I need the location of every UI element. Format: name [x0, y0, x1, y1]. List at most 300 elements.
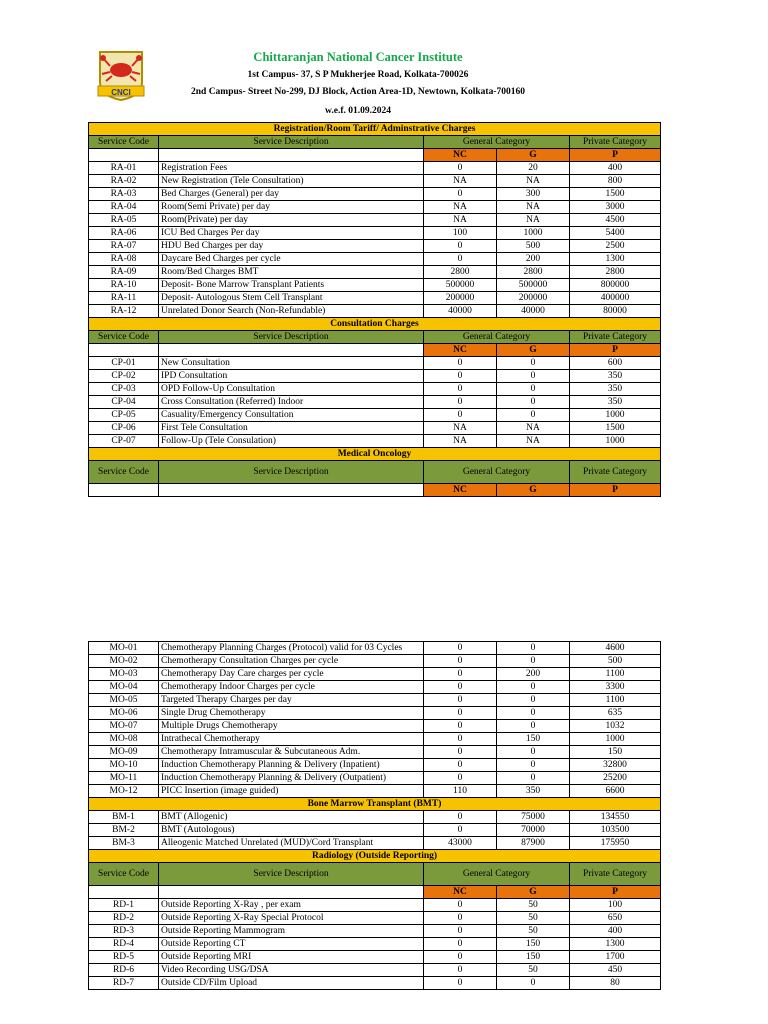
table-row: [89, 201, 661, 214]
col-p: P: [570, 149, 661, 162]
g-value-cell: 50: [497, 925, 570, 938]
g-value-cell: NA: [497, 435, 570, 448]
table-row: [89, 396, 661, 409]
p-value-cell: 1000: [570, 409, 661, 422]
service-description-cell: Outside Reporting MRI: [159, 951, 424, 964]
col-general-category: General Category: [424, 136, 570, 149]
table-row: [89, 964, 661, 977]
g-value-cell: NA: [497, 201, 570, 214]
subheader-row: [89, 149, 661, 162]
nc-value-cell: 40000: [424, 305, 497, 318]
service-code-cell: RA-08: [89, 253, 159, 266]
service-code-cell: MO-08: [89, 733, 159, 746]
service-description-cell: Induction Chemotherapy Planning & Delivery (Inpatient): [159, 759, 424, 772]
nc-value-cell: NA: [424, 214, 497, 227]
nc-value-cell: NA: [424, 175, 497, 188]
table-row: [89, 422, 661, 435]
p-value-cell: 32800: [570, 759, 661, 772]
service-code-cell: MO-11: [89, 772, 159, 785]
blank-cell: [159, 484, 424, 497]
table-row: [89, 707, 661, 720]
column-header-row: [89, 136, 661, 149]
p-value-cell: 1500: [570, 422, 661, 435]
p-value-cell: 400: [570, 925, 661, 938]
g-value-cell: 0: [497, 772, 570, 785]
service-code-cell: CP-07: [89, 435, 159, 448]
service-code-cell: RD-3: [89, 925, 159, 938]
col-service-code: Service Code: [89, 863, 159, 886]
service-description-cell: Chemotherapy Indoor Charges per cycle: [159, 681, 424, 694]
nc-value-cell: 0: [424, 357, 497, 370]
table-row: [89, 668, 661, 681]
nc-value-cell: 0: [424, 707, 497, 720]
service-code-cell: RD-7: [89, 977, 159, 990]
table-row: [89, 912, 661, 925]
g-value-cell: 2800: [497, 266, 570, 279]
service-description-cell: Outside Reporting CT: [159, 938, 424, 951]
table-row: [89, 824, 661, 837]
p-value-cell: 80: [570, 977, 661, 990]
g-value-cell: 150: [497, 938, 570, 951]
table-row: [89, 292, 661, 305]
g-value-cell: 0: [497, 409, 570, 422]
g-value-cell: 50: [497, 912, 570, 925]
logo-text: CNCI: [111, 88, 131, 97]
blank-cell: [89, 344, 159, 357]
nc-value-cell: 200000: [424, 292, 497, 305]
p-value-cell: 5400: [570, 227, 661, 240]
service-description-cell: Video Recording USG/DSA: [159, 964, 424, 977]
p-value-cell: 350: [570, 383, 661, 396]
p-value-cell: 4600: [570, 642, 661, 655]
g-value-cell: 40000: [497, 305, 570, 318]
service-description-cell: Outside Reporting X-Ray , per exam: [159, 899, 424, 912]
table-row: [89, 811, 661, 824]
g-value-cell: 50: [497, 964, 570, 977]
section-title: Radiology (Outside Reporting): [89, 850, 661, 863]
g-value-cell: 200000: [497, 292, 570, 305]
col-nc: NC: [424, 149, 497, 162]
service-code-cell: MO-01: [89, 642, 159, 655]
section-header-medical-oncology: [89, 448, 661, 461]
table-row: [89, 435, 661, 448]
p-value-cell: 1100: [570, 694, 661, 707]
table-row: [89, 253, 661, 266]
column-header-row: [89, 461, 661, 484]
subheader-row: [89, 484, 661, 497]
service-description-cell: Targeted Therapy Charges per day: [159, 694, 424, 707]
service-code-cell: BM-1: [89, 811, 159, 824]
tariff-table-page-1: [88, 122, 661, 497]
table-row: [89, 305, 661, 318]
p-value-cell: 1000: [570, 733, 661, 746]
table-row: [89, 188, 661, 201]
p-value-cell: 4500: [570, 214, 661, 227]
service-code-cell: RA-12: [89, 305, 159, 318]
service-description-cell: OPD Follow-Up Consultation: [159, 383, 424, 396]
col-service-description: Service Description: [159, 331, 424, 344]
table-row: [89, 899, 661, 912]
blank-cell: [89, 149, 159, 162]
g-value-cell: 0: [497, 396, 570, 409]
blank-cell: [159, 886, 424, 899]
service-description-cell: HDU Bed Charges per day: [159, 240, 424, 253]
nc-value-cell: 0: [424, 162, 497, 175]
service-code-cell: RD-2: [89, 912, 159, 925]
table-row: [89, 772, 661, 785]
table-row: [89, 227, 661, 240]
nc-value-cell: 0: [424, 759, 497, 772]
col-nc: NC: [424, 484, 497, 497]
service-description-cell: Intrathecal Chemotherapy: [159, 733, 424, 746]
nc-value-cell: 0: [424, 824, 497, 837]
p-value-cell: 134550: [570, 811, 661, 824]
nc-value-cell: 0: [424, 938, 497, 951]
section-header-bmt: [89, 798, 661, 811]
nc-value-cell: 0: [424, 951, 497, 964]
col-private-category: Private Category: [570, 863, 661, 886]
col-service-description: Service Description: [159, 136, 424, 149]
nc-value-cell: 0: [424, 240, 497, 253]
blank-cell: [89, 484, 159, 497]
table-row: [89, 642, 661, 655]
column-header-row: [89, 331, 661, 344]
table-row: [89, 785, 661, 798]
service-description-cell: Alleogenic Matched Unrelated (MUD)/Cord Transplant: [159, 837, 424, 850]
g-value-cell: 70000: [497, 824, 570, 837]
table-row: [89, 162, 661, 175]
nc-value-cell: 43000: [424, 837, 497, 850]
service-description-cell: ICU Bed Charges Per day: [159, 227, 424, 240]
nc-value-cell: 500000: [424, 279, 497, 292]
service-description-cell: Cross Consultation (Referred) Indoor: [159, 396, 424, 409]
nc-value-cell: 0: [424, 746, 497, 759]
service-description-cell: Outside Reporting Mammogram: [159, 925, 424, 938]
p-value-cell: 1300: [570, 938, 661, 951]
col-private-category: Private Category: [570, 461, 661, 484]
service-description-cell: New Registration (Tele Consultation): [159, 175, 424, 188]
service-description-cell: Bed Charges (General) per day: [159, 188, 424, 201]
service-code-cell: RA-05: [89, 214, 159, 227]
g-value-cell: 350: [497, 785, 570, 798]
service-code-cell: RA-06: [89, 227, 159, 240]
p-value-cell: 450: [570, 964, 661, 977]
nc-value-cell: 0: [424, 694, 497, 707]
service-description-cell: Single Drug Chemotherapy: [159, 707, 424, 720]
nc-value-cell: 0: [424, 370, 497, 383]
service-code-cell: RD-1: [89, 899, 159, 912]
g-value-cell: NA: [497, 422, 570, 435]
p-value-cell: 150: [570, 746, 661, 759]
service-code-cell: RA-03: [89, 188, 159, 201]
service-description-cell: Casuality/Emergency Consultation: [159, 409, 424, 422]
nc-value-cell: 0: [424, 733, 497, 746]
service-code-cell: MO-05: [89, 694, 159, 707]
g-value-cell: 0: [497, 977, 570, 990]
service-code-cell: RA-10: [89, 279, 159, 292]
p-value-cell: 103500: [570, 824, 661, 837]
g-value-cell: 200: [497, 253, 570, 266]
col-nc: NC: [424, 344, 497, 357]
nc-value-cell: 0: [424, 655, 497, 668]
p-value-cell: 2800: [570, 266, 661, 279]
p-value-cell: 175950: [570, 837, 661, 850]
service-code-cell: CP-06: [89, 422, 159, 435]
col-service-description: Service Description: [159, 863, 424, 886]
table-row: [89, 357, 661, 370]
service-description-cell: Room(Private) per day: [159, 214, 424, 227]
service-code-cell: RA-04: [89, 201, 159, 214]
service-description-cell: Chemotherapy Consultation Charges per cycle: [159, 655, 424, 668]
col-general-category: General Category: [424, 461, 570, 484]
nc-value-cell: 0: [424, 772, 497, 785]
nc-value-cell: 0: [424, 668, 497, 681]
service-code-cell: RA-11: [89, 292, 159, 305]
nc-value-cell: 0: [424, 383, 497, 396]
col-service-code: Service Code: [89, 331, 159, 344]
p-value-cell: 400000: [570, 292, 661, 305]
blank-cell: [159, 344, 424, 357]
nc-value-cell: 0: [424, 188, 497, 201]
g-value-cell: 0: [497, 357, 570, 370]
p-value-cell: 3300: [570, 681, 661, 694]
service-code-cell: MO-04: [89, 681, 159, 694]
table-row: [89, 383, 661, 396]
tariff-table-page-2: [88, 641, 661, 990]
institute-title: Chittaranjan National Cancer Institute: [253, 50, 463, 64]
service-code-cell: RD-5: [89, 951, 159, 964]
table-row: [89, 240, 661, 253]
table-row: [89, 759, 661, 772]
section-title: Registration/Room Tariff/ Adminstrative Charges: [89, 123, 661, 136]
p-value-cell: 635: [570, 707, 661, 720]
col-g: G: [497, 344, 570, 357]
col-p: P: [570, 484, 661, 497]
nc-value-cell: NA: [424, 422, 497, 435]
section-header-radiology: [89, 850, 661, 863]
p-value-cell: 350: [570, 370, 661, 383]
table-row: [89, 837, 661, 850]
col-p: P: [570, 344, 661, 357]
g-value-cell: 0: [497, 707, 570, 720]
service-code-cell: MO-10: [89, 759, 159, 772]
section-header-registration: [89, 123, 661, 136]
g-value-cell: 0: [497, 370, 570, 383]
table-row: [89, 951, 661, 964]
subheader-row: [89, 886, 661, 899]
p-value-cell: 1100: [570, 668, 661, 681]
p-value-cell: 1300: [570, 253, 661, 266]
service-code-cell: RD-4: [89, 938, 159, 951]
service-description-cell: Chemotherapy Intramuscular & Subcutaneous Adm.: [159, 746, 424, 759]
col-g: G: [497, 149, 570, 162]
service-code-cell: CP-03: [89, 383, 159, 396]
service-description-cell: Deposit- Autologous Stem Cell Transplant: [159, 292, 424, 305]
table-row: [89, 214, 661, 227]
g-value-cell: 0: [497, 642, 570, 655]
table-row: [89, 175, 661, 188]
table-row: [89, 409, 661, 422]
g-value-cell: 87900: [497, 837, 570, 850]
service-code-cell: RD-6: [89, 964, 159, 977]
nc-value-cell: 0: [424, 977, 497, 990]
service-code-cell: BM-2: [89, 824, 159, 837]
nc-value-cell: 0: [424, 964, 497, 977]
nc-value-cell: NA: [424, 201, 497, 214]
g-value-cell: 20: [497, 162, 570, 175]
section-header-consultation: [89, 318, 661, 331]
col-nc: NC: [424, 886, 497, 899]
nc-value-cell: 0: [424, 912, 497, 925]
subheader-row: [89, 344, 661, 357]
g-value-cell: 150: [497, 951, 570, 964]
table-row: [89, 694, 661, 707]
service-description-cell: Chemotherapy Day Care charges per cycle: [159, 668, 424, 681]
g-value-cell: 500: [497, 240, 570, 253]
nc-value-cell: 0: [424, 681, 497, 694]
column-header-row: [89, 863, 661, 886]
g-value-cell: 0: [497, 655, 570, 668]
service-code-cell: RA-07: [89, 240, 159, 253]
service-description-cell: BMT (Allogenic): [159, 811, 424, 824]
p-value-cell: 2500: [570, 240, 661, 253]
service-code-cell: RA-02: [89, 175, 159, 188]
g-value-cell: 200: [497, 668, 570, 681]
p-value-cell: 800: [570, 175, 661, 188]
effective-date: w.e.f. 01.09.2024: [325, 106, 391, 116]
g-value-cell: 500000: [497, 279, 570, 292]
service-description-cell: Daycare Bed Charges per cycle: [159, 253, 424, 266]
nc-value-cell: 110: [424, 785, 497, 798]
col-general-category: General Category: [424, 863, 570, 886]
service-code-cell: CP-04: [89, 396, 159, 409]
g-value-cell: 0: [497, 383, 570, 396]
col-general-category: General Category: [424, 331, 570, 344]
service-description-cell: Chemotherapy Planning Charges (Protocol) valid for 03 Cycles: [159, 642, 424, 655]
section-title: Consultation Charges: [89, 318, 661, 331]
p-value-cell: 1000: [570, 435, 661, 448]
service-description-cell: Outside CD/Film Upload: [159, 977, 424, 990]
section-title: Medical Oncology: [89, 448, 661, 461]
service-description-cell: Unrelated Donor Search (Non-Refundable): [159, 305, 424, 318]
g-value-cell: NA: [497, 214, 570, 227]
nc-value-cell: 0: [424, 925, 497, 938]
service-code-cell: MO-07: [89, 720, 159, 733]
service-code-cell: CP-02: [89, 370, 159, 383]
table-row: [89, 720, 661, 733]
nc-value-cell: 100: [424, 227, 497, 240]
g-value-cell: 0: [497, 694, 570, 707]
col-service-code: Service Code: [89, 461, 159, 484]
service-description-cell: New Consultation: [159, 357, 424, 370]
col-g: G: [497, 484, 570, 497]
table-row: [89, 681, 661, 694]
service-description-cell: Outside Reporting X-Ray Special Protocol: [159, 912, 424, 925]
nc-value-cell: 2800: [424, 266, 497, 279]
g-value-cell: 300: [497, 188, 570, 201]
p-value-cell: 350: [570, 396, 661, 409]
p-value-cell: 100: [570, 899, 661, 912]
table-row: [89, 925, 661, 938]
col-g: G: [497, 886, 570, 899]
service-code-cell: MO-09: [89, 746, 159, 759]
g-value-cell: 150: [497, 733, 570, 746]
g-value-cell: NA: [497, 175, 570, 188]
service-code-cell: CP-05: [89, 409, 159, 422]
col-service-description: Service Description: [159, 461, 424, 484]
g-value-cell: 75000: [497, 811, 570, 824]
service-description-cell: Multiple Drugs Chemotherapy: [159, 720, 424, 733]
table-row: [89, 266, 661, 279]
service-description-cell: Induction Chemotherapy Planning & Delivery (Outpatient): [159, 772, 424, 785]
service-code-cell: BM-3: [89, 837, 159, 850]
p-value-cell: 1700: [570, 951, 661, 964]
col-private-category: Private Category: [570, 136, 661, 149]
p-value-cell: 3000: [570, 201, 661, 214]
g-value-cell: 0: [497, 720, 570, 733]
p-value-cell: 80000: [570, 305, 661, 318]
col-private-category: Private Category: [570, 331, 661, 344]
table-row: [89, 977, 661, 990]
p-value-cell: 800000: [570, 279, 661, 292]
table-row: [89, 655, 661, 668]
nc-value-cell: 0: [424, 396, 497, 409]
nc-value-cell: 0: [424, 899, 497, 912]
nc-value-cell: 0: [424, 811, 497, 824]
service-description-cell: Room(Semi Private) per day: [159, 201, 424, 214]
service-code-cell: MO-06: [89, 707, 159, 720]
service-description-cell: BMT (Autologous): [159, 824, 424, 837]
g-value-cell: 1000: [497, 227, 570, 240]
campus-1-address: 1st Campus- 37, S P Mukherjee Road, Kolkata-700026: [247, 70, 469, 80]
nc-value-cell: NA: [424, 435, 497, 448]
service-description-cell: PICC Insertion (image guided): [159, 785, 424, 798]
col-p: P: [570, 886, 661, 899]
p-value-cell: 1032: [570, 720, 661, 733]
table-row: [89, 733, 661, 746]
service-code-cell: RA-01: [89, 162, 159, 175]
service-description-cell: Registration Fees: [159, 162, 424, 175]
service-code-cell: MO-12: [89, 785, 159, 798]
service-code-cell: MO-03: [89, 668, 159, 681]
table-row: [89, 370, 661, 383]
p-value-cell: 600: [570, 357, 661, 370]
nc-value-cell: 0: [424, 642, 497, 655]
p-value-cell: 1500: [570, 188, 661, 201]
service-description-cell: First Tele Consultation: [159, 422, 424, 435]
table-row: [89, 279, 661, 292]
campus-2-address: 2nd Campus- Street No-299, DJ Block, Action Area-1D, Newtown, Kolkata-700160: [191, 87, 525, 97]
col-service-code: Service Code: [89, 136, 159, 149]
service-code-cell: RA-09: [89, 266, 159, 279]
g-value-cell: 0: [497, 746, 570, 759]
service-description-cell: Room/Bed Charges BMT: [159, 266, 424, 279]
blank-cell: [89, 886, 159, 899]
service-description-cell: IPD Consultation: [159, 370, 424, 383]
g-value-cell: 0: [497, 681, 570, 694]
p-value-cell: 500: [570, 655, 661, 668]
blank-cell: [159, 149, 424, 162]
service-description-cell: Deposit- Bone Marrow Transplant Patients: [159, 279, 424, 292]
table-row: [89, 938, 661, 951]
nc-value-cell: 0: [424, 253, 497, 266]
nc-value-cell: 0: [424, 409, 497, 422]
service-code-cell: MO-02: [89, 655, 159, 668]
g-value-cell: 50: [497, 899, 570, 912]
p-value-cell: 650: [570, 912, 661, 925]
section-title: Bone Marrow Transplant (BMT): [89, 798, 661, 811]
p-value-cell: 6600: [570, 785, 661, 798]
